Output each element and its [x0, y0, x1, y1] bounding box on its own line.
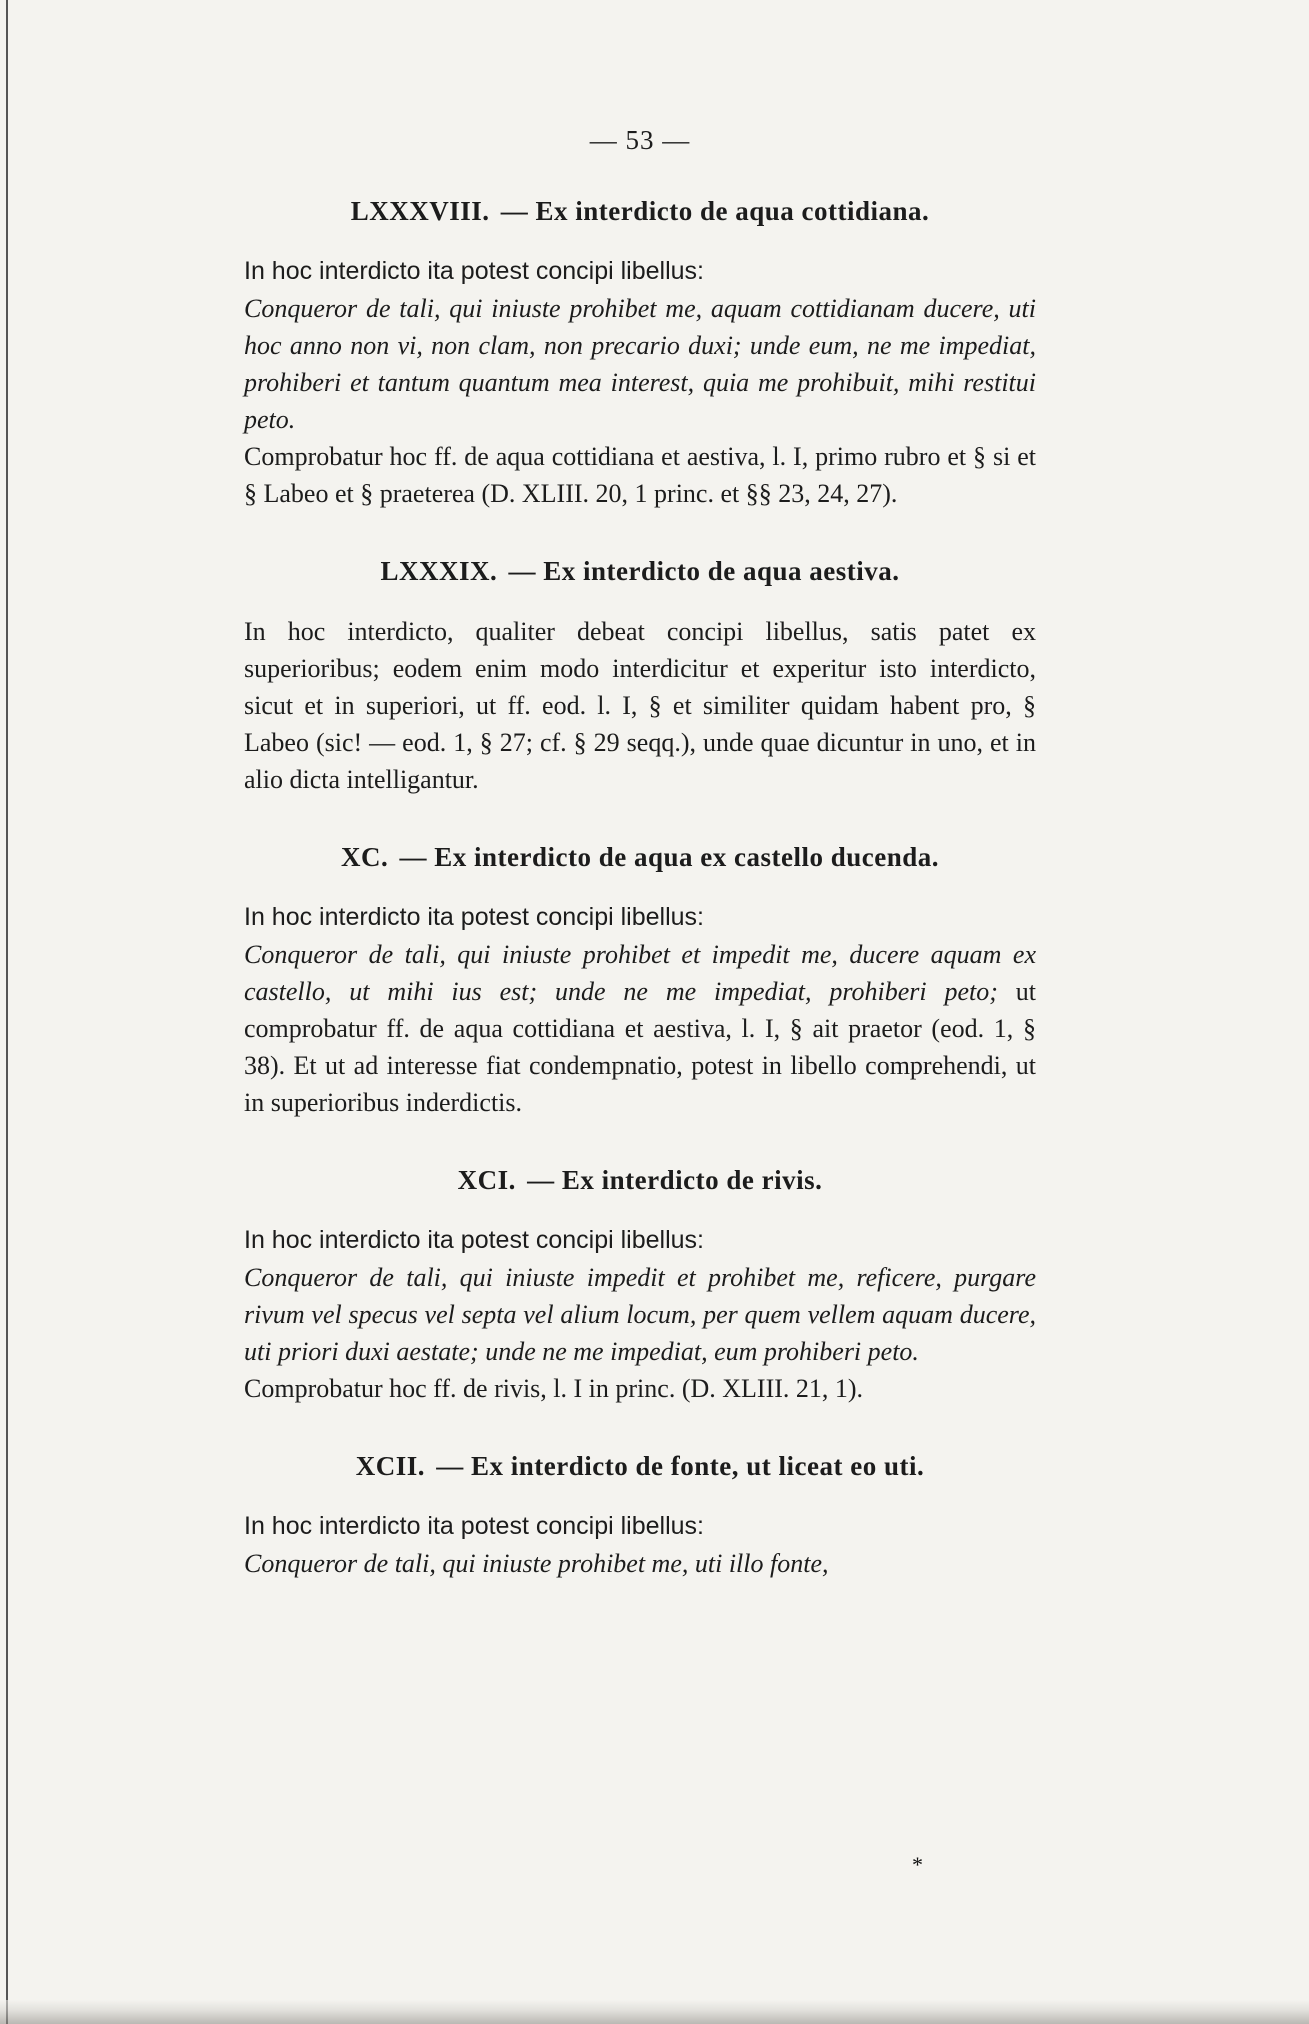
libellus-formula: Conqueror de tali, qui iniuste prohibet me, aquam cottidianam ducere, uti hoc anno non vi, non clam, non precario duxi; unde eum, ne me impediat, prohiberi et tantum quantum mea interest, quia me prohibuit, mihi restitui peto.	[244, 294, 1036, 434]
section-xc	[244, 842, 1036, 1121]
section-number: LXXXIX.	[380, 556, 498, 586]
section-note: Comprobatur hoc ff. de rivis, l. I in princ. (D. XLIII. 21, 1).	[244, 1374, 864, 1403]
section-title: — Ex interdicto de fonte, ut liceat eo uti.	[436, 1451, 925, 1481]
libellus-formula: Conqueror de tali, qui iniuste prohibet et impedit me, ducere aquam ex castello, ut mihi ius est; unde ne me impediat, prohiberi peto;	[244, 940, 1036, 1006]
libellus-formula: Conqueror de tali, qui iniuste prohibet me, uti illo fonte,	[244, 1549, 829, 1578]
section-number: LXXXVIII.	[350, 196, 490, 226]
section-title: — Ex interdicto de aqua aestiva.	[508, 556, 900, 586]
section-tail: ut comprobatur ff. de aqua cottidiana et aestiva, l. I, § ait praetor (eod. 1, § 38). Et ut ad interesse fiat condempnatio, potest in libello comprehendi, ut in superioribus inderdictis.	[244, 977, 1036, 1117]
section-title: — Ex interdicto de aqua ex castello ducenda.	[399, 842, 939, 872]
section-heading	[244, 196, 1036, 227]
section-lxxxviii	[244, 196, 1036, 512]
section-note: In hoc interdicto, qualiter debeat concipi libellus, satis patet ex superioribus; eodem enim modo interdicitur et experitur isto interdicto, sicut et in superiori, ut ff. eod. l. I, § et similiter quidam habent pro, § Labeo (sic! — eod. 1, § 27; cf. § 29 seqq.), unde quae dicuntur in uno, et in alio dicta intelligantur.	[244, 617, 1036, 794]
section-intro: In hoc interdicto ita potest concipi libellus:	[244, 1226, 704, 1254]
section-number: XCI.	[457, 1165, 516, 1195]
section-intro: In hoc interdicto ita potest concipi libellus:	[244, 257, 704, 285]
section-xcii	[244, 1451, 1036, 1582]
page-body	[244, 125, 1036, 1626]
section-lxxxix	[244, 556, 1036, 798]
section-note: Comprobatur hoc ff. de aqua cottidiana et aestiva, l. I, primo rubro et § si et § Labeo et § praeterea (D. XLIII. 20, 1 princ. et §§ 23, 24, 27).	[244, 442, 1036, 508]
section-intro: In hoc interdicto ita potest concipi libellus:	[244, 1512, 704, 1540]
footer-mark: *	[912, 1852, 923, 1877]
section-paragraph	[244, 936, 1036, 1121]
section-heading	[244, 556, 1036, 587]
section-number: XCII.	[355, 1451, 426, 1481]
section-intro: In hoc interdicto ita potest concipi libellus:	[244, 903, 704, 931]
section-heading	[244, 1451, 1036, 1482]
page-number: — 53 —	[589, 125, 691, 155]
libellus-formula: Conqueror de tali, qui iniuste impedit et prohibet me, reficere, purgare rivum vel specus vel septa vel alium locum, per quem vellem aquam ducere, uti priori duxi aestate; unde ne me impediat, eum prohiberi peto.	[244, 1263, 1036, 1366]
scan-bottom-edge	[0, 2000, 1309, 2024]
section-heading	[244, 842, 1036, 873]
scan-left-edge	[6, 0, 8, 2024]
section-xci	[244, 1165, 1036, 1407]
section-number: XC.	[341, 842, 389, 872]
section-title: — Ex interdicto de rivis.	[527, 1165, 823, 1195]
section-title: — Ex interdicto de aqua cottidiana.	[500, 196, 930, 226]
section-heading	[244, 1165, 1036, 1196]
